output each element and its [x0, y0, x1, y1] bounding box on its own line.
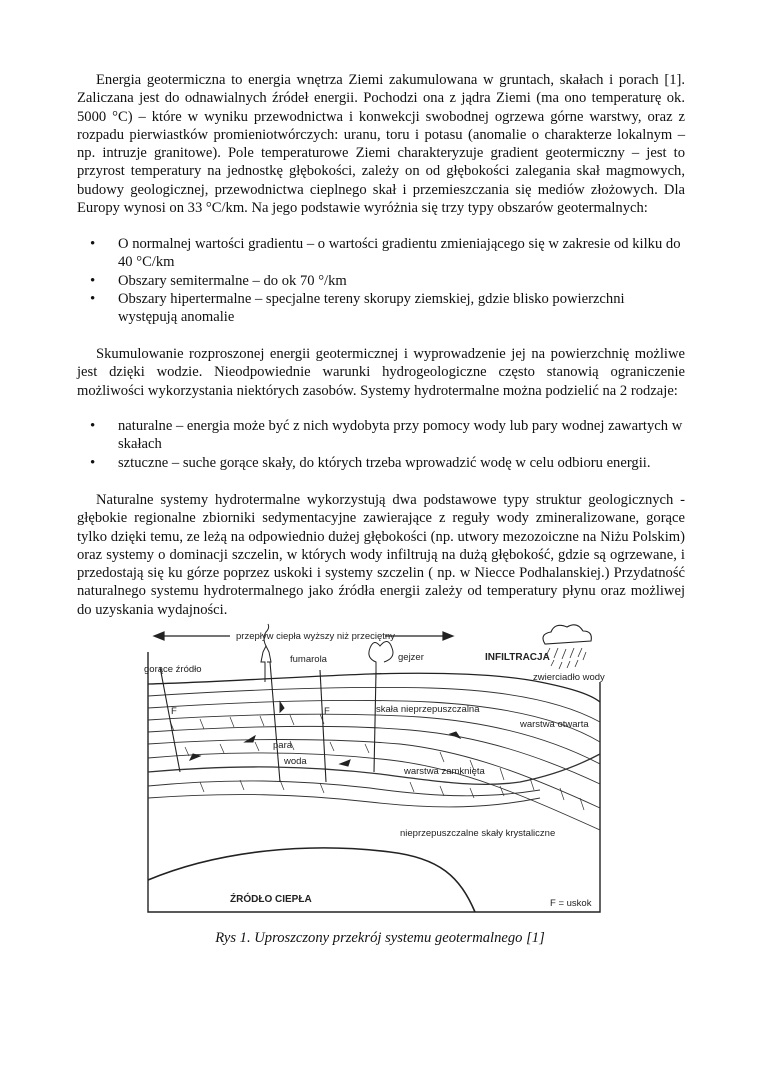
- rain-cloud-icon: [543, 625, 591, 669]
- infiltration-label: INFILTRACJA: [485, 652, 550, 663]
- fault-mark: F: [171, 706, 177, 717]
- list-item: • naturalne – energia może być z nich wydobyta przy pomocy wody lub pary wodnej zawartych w skałach: [77, 417, 685, 454]
- heat-flow-label: przepływ ciepła wyższy niż przeciętny: [236, 631, 395, 642]
- impermeable-rock-label: skała nieprzepuszczalna: [376, 704, 480, 715]
- hydrothermal-types-list: [77, 417, 685, 472]
- water-label: woda: [284, 756, 307, 767]
- crystalline-rock-label: nieprzepuszczalne skały krystaliczne: [400, 828, 556, 839]
- list-item: • sztuczne – suche gorące skały, do których trzeba wprowadzić wodę w celu odbioru energii.: [77, 454, 685, 472]
- hot-spring-label: gorące źródło: [144, 664, 202, 675]
- list-item: • O normalnej wartości gradientu – o wartości gradientu zmieniającego się w zakresie od kilku do 40 °C/km: [77, 235, 685, 272]
- fault-mark: F: [324, 706, 330, 717]
- paragraph-natural-systems: Naturalne systemy hydrotermalne wykorzystują dwa podstawowe typy struktur geologicznych - głębokie regionalne zbiorniki sedymentacyjne zawierające z reguły wody zmineralizowane, gorące tylko dzięki temu, ze leżą na odpowiednio dużej głębokości (np. utwory mezozoiczne na Niżu Polskim) oraz systemy o dominacji szczelin, w których wody infiltrują na dużą głębokość, gdzie są ogrzewane, i przedostają się ku górze poprzez uskoki i systemy szczelin ( np. w Niecce Podhalanskiej.) Przydatność naturalnego systemu hydrotermalnego jako źródła energii zależy od temperatury płynu oraz możliwej do uzyskania wydajności.: [77, 492, 685, 618]
- cross-section-drawing: [140, 622, 620, 922]
- fault-line: [374, 672, 376, 772]
- list-item: • Obszary hipertermalne – specjalne tereny skorupy ziemskiej, gdzie blisko powierzchni występują anomalie: [77, 290, 685, 327]
- fault-legend: F = uskok: [550, 898, 592, 909]
- paragraph-hydrothermal-systems: Skumulowanie rozproszonej energii geotermicznej i wyprowadzenie jej na powierzchnię możliwe jest dzięki wodzie. Nieodpowiednie warunki hydrogeologiczne często stanowią ograniczenie możliwości wykorzystania niektórych zasobów. Systemy hydrotermalne można podzielić na 2 rodzaje:: [77, 346, 685, 399]
- closed-layer-label: warstwa zamknięta: [404, 766, 485, 777]
- heat-source-label: ŹRÓDŁO CIEPŁA: [230, 894, 312, 905]
- list-item: • Obszary semitermalne – do ok 70 °/km: [77, 272, 685, 290]
- geyser-label: gejzer: [398, 652, 424, 663]
- figure-caption: Rys 1. Uproszczony przekrój systemu geotermalnego [1]: [215, 930, 545, 946]
- fumarole-vent-icon: [261, 646, 271, 682]
- geothermal-area-types-list: [77, 235, 685, 326]
- fumarole-label: fumarola: [290, 654, 327, 665]
- water-table-label: zwierciadło wody: [533, 672, 605, 683]
- steam-label: para: [273, 740, 293, 751]
- paragraph-geothermal-intro: Energia geotermiczna to energia wnętrza Ziemi zakumulowana w gruntach, skałach i porach [1]. Zaliczana jest do odnawialnych źródeł energii. Pochodzi ona z jądra Ziemi (ma ono temperaturę ok. 5000 °C) – które w wyniku przewodnictwa i konwekcji swobodnej ogrzewa górne warstwy, oraz z rozpadu pierwiastków promieniotwórczych: uranu, toru i potasu (anomalie o charakterze lokalnym – np. intruzje granitowe). Pole temperaturowe Ziemi charakteryzuje gradient geotermiczny – jest to przyrost temperatury na jednostkę głębokości, zależy on od głębokości zalegania skał magmowych, budowy geologicznej, przewodnictwa cieplnego skał i przemieszczania się mediów złożowych. Dla Europy wynosi on 33 °C/km. Na jego podstawie wyróżnia się trzy typy obszarów geotermalnych:: [77, 72, 685, 217]
- open-layer-label: warstwa otwarta: [520, 719, 589, 730]
- fault-line: [270, 662, 280, 782]
- geothermal-cross-section-figure: [140, 622, 620, 922]
- geyser-icon: [369, 641, 393, 678]
